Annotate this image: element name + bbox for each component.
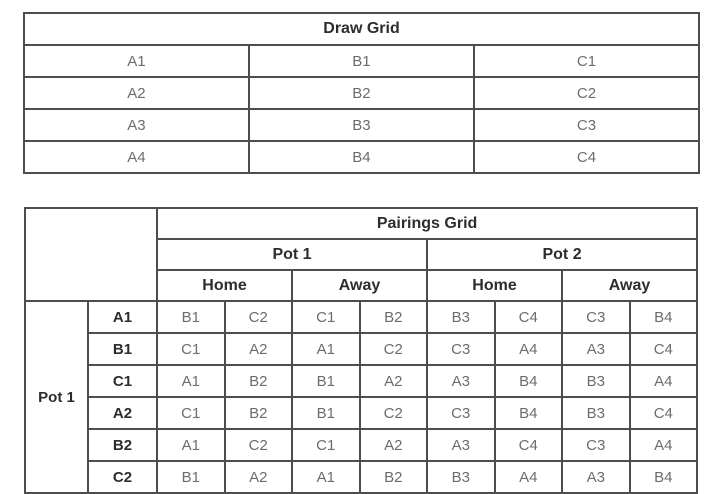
pairings-cell: C1 [157, 333, 225, 365]
pairings-cell: B1 [292, 365, 360, 397]
pairings-cell: B3 [427, 461, 495, 493]
pairings-cell: A2 [360, 429, 428, 461]
draw-grid-table [23, 12, 700, 174]
pairings-cell: C4 [495, 301, 563, 333]
draw-grid-cell: A3 [24, 109, 249, 141]
pairings-cell: A1 [157, 365, 225, 397]
draw-grid-title: Draw Grid [24, 13, 699, 45]
pairings-row-label: A2 [88, 397, 157, 429]
draw-grid-row [24, 141, 699, 173]
pairings-cell: B1 [157, 301, 225, 333]
draw-grid-cell: A2 [24, 77, 249, 109]
pairings-grid-row [25, 365, 697, 397]
pairings-grid-row [25, 301, 697, 333]
pairings-cell: A2 [360, 365, 428, 397]
draw-grid-cell: C2 [474, 77, 699, 109]
draw-grid-cell: B2 [249, 77, 474, 109]
draw-grid-row [24, 109, 699, 141]
pot2-away-header: Away [562, 270, 697, 301]
draw-grid-header-row [24, 13, 699, 45]
pairings-cell: C4 [630, 397, 698, 429]
draw-grid-cell: A1 [24, 45, 249, 77]
pairings-cell: A1 [292, 461, 360, 493]
pairings-cell: B2 [225, 397, 293, 429]
draw-grid-cell: C3 [474, 109, 699, 141]
pairings-cell: B3 [562, 397, 630, 429]
pairings-cell: B4 [630, 301, 698, 333]
draw-grid-cell: C4 [474, 141, 699, 173]
pairings-cell: C3 [562, 429, 630, 461]
pairings-cell: A2 [225, 333, 293, 365]
pairings-cell: A3 [427, 429, 495, 461]
pairings-row-label: C1 [88, 365, 157, 397]
pairings-cell: B3 [427, 301, 495, 333]
pairings-row-label: C2 [88, 461, 157, 493]
pairings-cell: B1 [292, 397, 360, 429]
pairings-cell: A4 [630, 365, 698, 397]
pairings-cell: B4 [495, 397, 563, 429]
pairings-grid-table [24, 207, 698, 494]
pairings-row-group-label: Pot 1 [25, 301, 88, 493]
pairings-cell: A3 [562, 461, 630, 493]
pairings-cell: B2 [225, 365, 293, 397]
draw-grid-row [24, 45, 699, 77]
pairings-grid-row [25, 461, 697, 493]
pairings-cell: A4 [630, 429, 698, 461]
pairings-cell: C2 [225, 429, 293, 461]
pot1-column-header: Pot 1 [157, 239, 427, 270]
pairings-cell: B4 [630, 461, 698, 493]
draw-grid-row [24, 77, 699, 109]
pairings-cell: A4 [495, 461, 563, 493]
pairings-cell: A1 [157, 429, 225, 461]
draw-grid-cell: C1 [474, 45, 699, 77]
draw-grid-cell: A4 [24, 141, 249, 173]
pairings-grid-title: Pairings Grid [157, 208, 697, 239]
pairings-cell: A3 [427, 365, 495, 397]
pairings-grid-row [25, 397, 697, 429]
draw-grid-cell: B4 [249, 141, 474, 173]
draw-grid-cell: B3 [249, 109, 474, 141]
pairings-cell: C2 [225, 301, 293, 333]
pot1-home-header: Home [157, 270, 292, 301]
draw-grid-body [24, 45, 699, 173]
pairings-grid-row [25, 333, 697, 365]
pairings-cell: C2 [360, 397, 428, 429]
pairings-row-label: B1 [88, 333, 157, 365]
pairings-cell: C1 [292, 429, 360, 461]
pairings-cell: C1 [292, 301, 360, 333]
pairings-cell: B2 [360, 301, 428, 333]
pairings-cell: B1 [157, 461, 225, 493]
pairings-cell: C3 [562, 301, 630, 333]
pairings-cell: C3 [427, 397, 495, 429]
pot2-column-header: Pot 2 [427, 239, 697, 270]
pairings-corner-cell [25, 208, 157, 301]
pairings-cell: C4 [495, 429, 563, 461]
pairings-cell: B3 [562, 365, 630, 397]
pairings-row-label: B2 [88, 429, 157, 461]
pairings-cell: C3 [427, 333, 495, 365]
pairings-grid-row [25, 429, 697, 461]
pairings-cell: A3 [562, 333, 630, 365]
pairings-cell: C2 [360, 333, 428, 365]
pot2-home-header: Home [427, 270, 562, 301]
pairings-grid-body [25, 301, 697, 493]
pairings-title-row [25, 208, 697, 239]
pairings-cell: C1 [157, 397, 225, 429]
pairings-cell: A1 [292, 333, 360, 365]
pairings-row-label: A1 [88, 301, 157, 333]
pairings-cell: B2 [360, 461, 428, 493]
draw-grid-cell: B1 [249, 45, 474, 77]
pairings-cell: A4 [495, 333, 563, 365]
pairings-cell: C4 [630, 333, 698, 365]
pairings-cell: B4 [495, 365, 563, 397]
pairings-cell: A2 [225, 461, 293, 493]
pot1-away-header: Away [292, 270, 427, 301]
